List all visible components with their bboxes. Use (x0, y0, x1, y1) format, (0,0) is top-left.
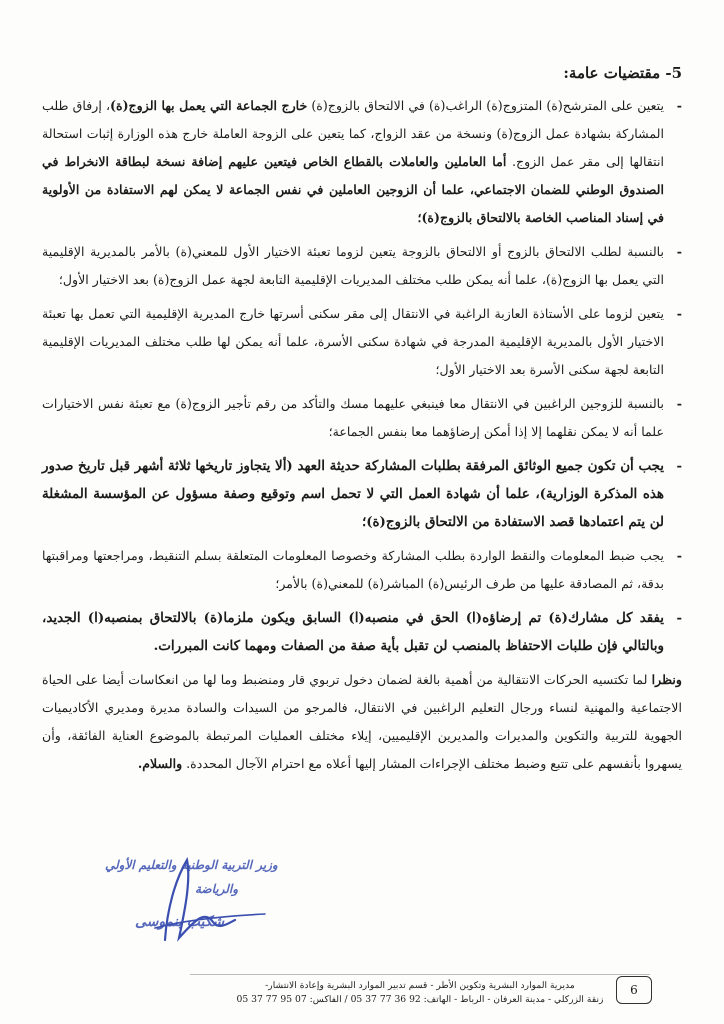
list-item (42, 452, 682, 536)
signatory-title: وزير التربية الوطنية والتعليم الأولي (105, 858, 278, 872)
list-item (42, 542, 682, 598)
footer-contact: زنقة الزركلي - مدينة العرفان - الرباط - الهاتف: 92 36 77 37 05 / الفاكس: 07 95 77 37 05 (236, 994, 604, 1005)
item-text-bold: أما العاملين والعاملات بالقطاع الخاص فيتعين عليهم إضافة نسخة لبطاقة الانخراط في الصندوق الوطني للضمان الاجتماعي، علما أن الزوجين العاملين في نفس الجماعة لا يمكن لهم الاستفادة من الأولوية في إسناد المناصب الخاصة بالالتحاق بالزوج(ة)؛ (42, 154, 664, 225)
item-text-bold: خارج الجماعة التي يعمل بها الزوج(ة) (110, 98, 308, 113)
item-text-bold: يجب أن تكون جميع الوثائق المرفقة بطلبات المشاركة حديثة العهد (ألا يتجاوز تاريخها ثلاثة أشهر قبل تاريخ صدور هذه المذكرة الوزارية)، علما أن شهادة العمل التي لا تحمل اسم وتوقيع وصفة مسؤول عن المؤسسة المشغلة لن يتم اعتمادها قصد الاستفادة من الالتحاق بالزوج(ة)؛ (42, 458, 664, 530)
item-text: يتعين لزوما على الأستاذة العازبة الراغبة في الانتقال إلى مقر سكنى أسرتها خارج المديرية الإقليمية التي تعمل بها تعبئة الاختيار الأول بالمديرية الإقليمية المدرجة في شهادة سكنى الأسرة، علما أنه يمكن لها طلب مختلف المديريات الإقليمية التابعة لجهة سكنى الأسرة بعد الاختيار الأول؛ (42, 306, 664, 377)
page-number: 6 (616, 976, 652, 1004)
list-item (42, 300, 682, 384)
item-text: يتعين على المترشح(ة) المتزوج(ة) الراغب(ة) في الالتحاق بالزوج(ة) (307, 98, 664, 113)
section-heading: 5- مقتضيات عامة: (563, 64, 682, 82)
signatory-title-2: والرياضة (195, 882, 239, 896)
page-footer (190, 974, 650, 1007)
signature-block (95, 850, 335, 950)
document-body (42, 92, 682, 778)
signatory-name: شكيب بنموسى (135, 914, 225, 930)
list-item (42, 604, 682, 660)
item-text: بالنسبة للزوجين الراغبين في الانتقال معا فينبغي عليهما مسك والتأكد من رقم تأجير الزوج(ة) مع تعبئة نفس الاختيارات علما أنه لا يمكن نقلهما إلا إذا أمكن إرضاؤهما معا بنفس الجماعة؛ (42, 396, 664, 439)
closing-salutation: والسلام. (137, 756, 183, 771)
item-text: يجب ضبط المعلومات والنقط الواردة بطلب المشاركة وخصوصا المعلومات المتعلقة بسلم التنقيط، ومراجعتها ومراقبتها بدقة، ثم المصادقة عليها من طرف الرئيس(ة) المباشر(ة) للمعني(ة) بالأمر؛ (42, 548, 664, 591)
closing-lead: ونظرا (651, 672, 682, 687)
list-item (42, 92, 682, 232)
closing-text: لما تكتسيه الحركات الانتقالية من أهمية بالغة لضمان دخول تربوي قار ومنضبط وما لها من انعكاسات أيضا على الحياة الاجتماعية والمهنية لنساء ورجال التعليم الراغبين في الانتقال، فالمرجو من السيدات والسادة مديرة ومديري الأكاديميات الجهوية للتربية والتكوين والمديرات والمديرين الإقليميين، إيلاء مختلف العمليات المرتبطة بالموضوع العناية الفائقة، وأن يسهروا بأنفسهم على تتبع وضبط مختلف الإجراءات المشار إليها أعلاه مع احترام الآجال المحددة. (42, 672, 682, 771)
closing-paragraph (42, 666, 682, 778)
item-text: بالنسبة لطلب الالتحاق بالزوج أو الالتحاق بالزوجة يتعين لزوما تعبئة الاختيار الأول للمعني(ة) بالأمر بالمديرية الإقليمية التي يعمل بها الزوج(ة)، علما أنه يمكن طلب مختلف المديريات الإقليمية التابعة لجهة عمل الزوج(ة) بعد الاختيار الأول؛ (42, 244, 664, 287)
item-text: ، إرفاق طلب المشاركة بشهادة عمل الزوج(ة) ونسخة من عقد الزواج، كما يتعين على الزوجة العاملة خارج هذه الوزارة إثبات استحالة انتقالها إلى مقر عمل الزوج. (42, 98, 664, 169)
list-item (42, 390, 682, 446)
item-text-bold: يفقد كل مشارك(ة) تم إرضاؤه(ا) الحق في منصبه(ا) السابق ويكون ملزما(ة) بالالتحاق بمنصبه(ا) الجديد، وبالتالي فإن طلبات الاحتفاظ بالمنصب لن تقبل بأية صفة من الصفات ومهما كانت المبررات. (42, 610, 664, 654)
footer-line: مديرية الموارد البشرية وتكوين الأطر - قسم تدبير الموارد البشرية وإعادة الانتشار- (265, 980, 575, 991)
list-item (42, 238, 682, 294)
